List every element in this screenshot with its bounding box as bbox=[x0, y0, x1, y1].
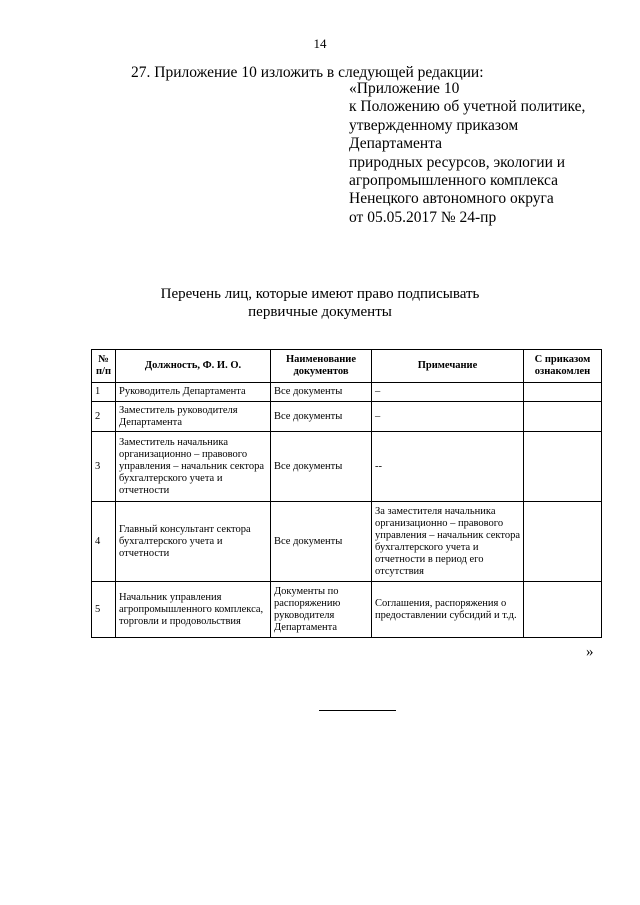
cell-ack bbox=[524, 502, 602, 582]
table-row bbox=[92, 582, 602, 638]
appendix-line: утвержденному приказом bbox=[349, 116, 519, 134]
cell-position: Главный консультант сектора бухгалтерского учета и отчетности bbox=[116, 502, 271, 582]
appendix-line: к Положению об учетной политике, bbox=[349, 98, 586, 116]
header-position: Должность, Ф. И. О. bbox=[116, 350, 271, 383]
header-note: Примечание bbox=[372, 350, 524, 383]
appendix-line: агропромышленного комплекса bbox=[349, 172, 558, 190]
cell-documents: Все документы bbox=[271, 432, 372, 502]
appendix-line: «Приложение 10 bbox=[349, 80, 460, 97]
cell-note: За заместителя начальника организационно – правового управления – начальник сектора бухгалтерского учета и отчетности в период его отсутствия bbox=[372, 502, 524, 582]
cell-note: -- bbox=[372, 432, 524, 502]
cell-ack bbox=[524, 582, 602, 638]
amendment-intro: 27. Приложение 10 изложить в следующей редакции: bbox=[131, 64, 484, 81]
page-number: 14 bbox=[313, 36, 327, 51]
table-header-row bbox=[92, 350, 602, 383]
cell-note: Соглашения, распоряжения о предоставлении субсидий и т.д. bbox=[372, 582, 524, 638]
cell-num: 1 bbox=[92, 383, 116, 402]
closing-quote: » bbox=[586, 644, 594, 660]
cell-num: 4 bbox=[92, 502, 116, 582]
cell-position: Руководитель Департамента bbox=[116, 383, 271, 402]
appendix-line: от 05.05.2017 № 24-пр bbox=[349, 208, 497, 226]
table-row bbox=[92, 432, 602, 502]
table-row bbox=[92, 502, 602, 582]
header-ack: С приказом ознакомлен bbox=[524, 350, 602, 383]
cell-num: 5 bbox=[92, 582, 116, 638]
cell-documents: Все документы bbox=[271, 383, 372, 402]
cell-position: Заместитель начальника организационно – правового управления – начальник сектора бухгалтерского учета и отчетности bbox=[116, 432, 271, 502]
cell-ack bbox=[524, 402, 602, 432]
list-heading-line: Перечень лиц, которые имеют право подписывать bbox=[160, 286, 480, 302]
cell-note: – bbox=[372, 402, 524, 432]
cell-ack bbox=[524, 383, 602, 402]
cell-documents: Все документы bbox=[271, 402, 372, 432]
header-num: № п/п bbox=[92, 350, 116, 383]
header-documents: Наименование документов bbox=[271, 350, 372, 383]
table-row bbox=[92, 402, 602, 432]
separator-line bbox=[319, 710, 396, 711]
cell-position: Начальник управления агропромышленного комплекса, торговли и продовольствия bbox=[116, 582, 271, 638]
appendix-line: природных ресурсов, экологии и bbox=[349, 153, 566, 171]
cell-documents: Все документы bbox=[271, 502, 372, 582]
list-heading bbox=[0, 285, 640, 321]
cell-position: Заместитель руководителя Департамента bbox=[116, 402, 271, 432]
appendix-line: Ненецкого автономного округа bbox=[349, 190, 554, 208]
cell-note: – bbox=[372, 383, 524, 402]
appendix-header bbox=[349, 80, 585, 227]
cell-ack bbox=[524, 432, 602, 502]
table-row bbox=[92, 383, 602, 402]
cell-num: 3 bbox=[92, 432, 116, 502]
cell-num: 2 bbox=[92, 402, 116, 432]
list-heading-line: первичные документы bbox=[248, 304, 392, 320]
appendix-line: Департамента bbox=[349, 135, 443, 153]
signatories-table bbox=[91, 349, 602, 638]
cell-documents: Документы по распоряжению руководителя Департамента bbox=[271, 582, 372, 638]
